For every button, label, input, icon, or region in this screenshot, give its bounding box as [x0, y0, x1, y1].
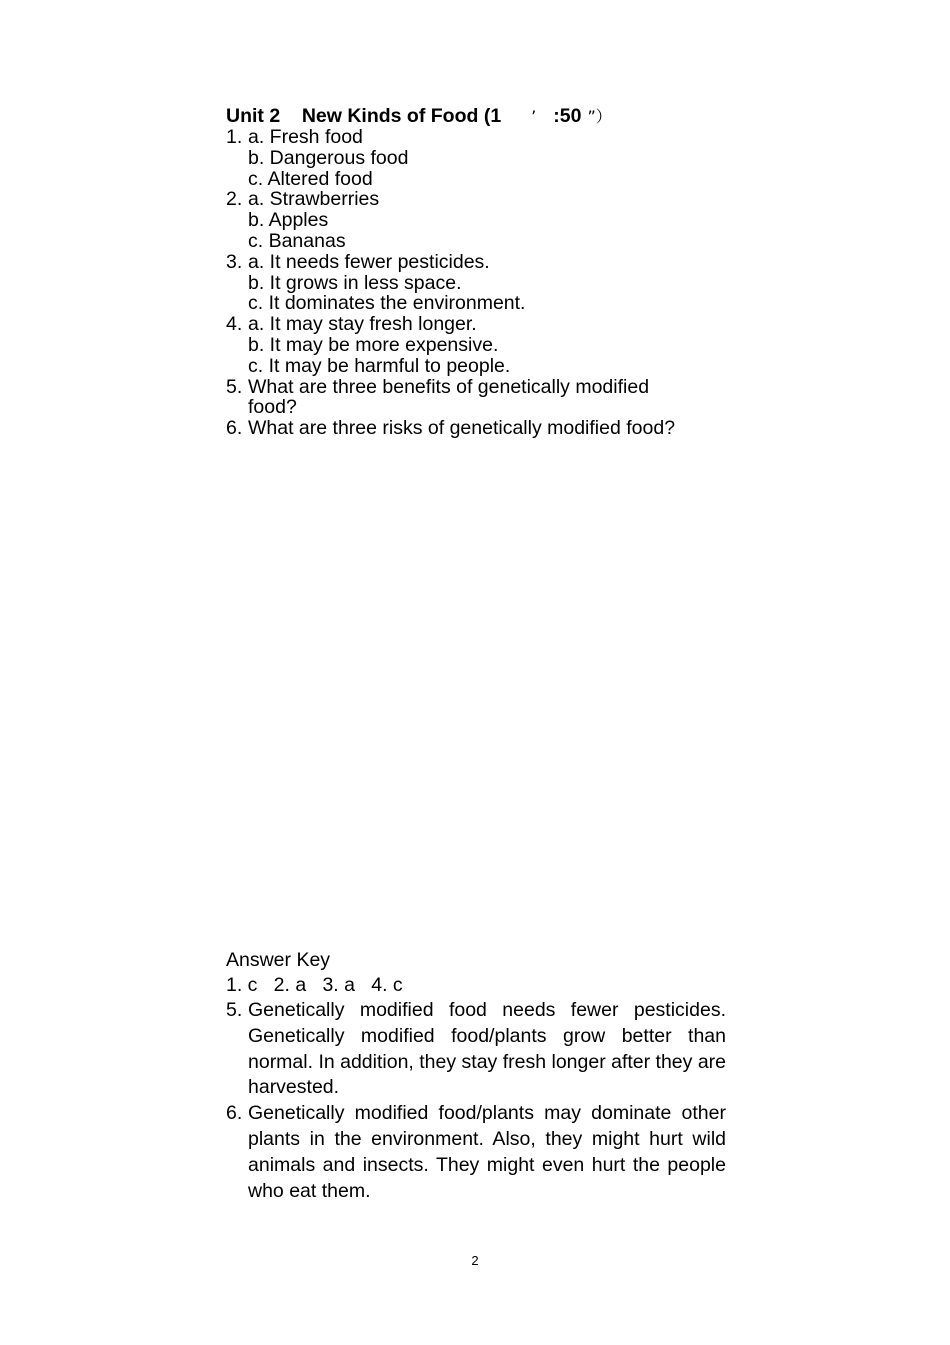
question-option: a. It needs fewer pesticides. — [248, 250, 490, 273]
question-item — [226, 127, 746, 189]
question-number: 4. — [226, 313, 243, 336]
question-number: 1. — [226, 126, 243, 148]
question-number: 5. — [226, 375, 243, 398]
answer-key-short-answers: 1. c 2. a 3. a 4. c — [226, 974, 403, 996]
question-list — [226, 127, 746, 439]
answer-number: 5. — [226, 999, 243, 1021]
question-text: What are three risks of genetically modified food? — [248, 417, 676, 440]
title-apostrophe: ’ — [531, 107, 537, 126]
question-item — [226, 252, 746, 314]
answer-key-heading: Answer Key — [226, 949, 331, 971]
question-item — [226, 189, 746, 251]
question-item — [226, 377, 746, 419]
question-option: b. It grows in less space. — [248, 271, 462, 294]
question-option: c. It may be harmful to people. — [248, 354, 511, 377]
title-time: :50 — [553, 105, 582, 127]
answer-text: Genetically modified food needs fewer pesticides. Genetically modified food/plants grow better than normal. In addition, they stay fresh longer after they are harvested. — [248, 999, 727, 1099]
question-item — [226, 418, 746, 439]
title-closing-marks: ”） — [587, 107, 612, 126]
answer-number: 6. — [226, 1102, 243, 1125]
question-option: a. It may stay fresh longer. — [248, 313, 477, 336]
answer-item — [226, 998, 726, 1101]
question-number: 3. — [226, 250, 243, 273]
answer-text: Genetically modified food/plants may dominate other plants in the environment. Also, they might hurt wild animals and insects. They might even hurt the people who eat them. — [248, 1102, 726, 1202]
question-number: 2. — [226, 188, 243, 211]
question-number: 6. — [226, 417, 243, 440]
question-option: c. Altered food — [248, 167, 373, 190]
unit-title-text: Unit 2 New Kinds of Food (1 — [226, 105, 502, 127]
answer-item — [226, 1101, 726, 1204]
question-option: a. Strawberries — [248, 188, 380, 211]
question-option: a. Fresh food — [248, 126, 363, 148]
question-option: c. Bananas — [248, 229, 346, 252]
question-text: What are three benefits of genetically modified food? — [248, 375, 650, 419]
question-item — [226, 314, 746, 376]
page-number: 2 — [471, 1253, 479, 1268]
question-option: b. It may be more expensive. — [248, 333, 499, 356]
answer-key — [226, 949, 726, 1204]
question-option: b. Apples — [248, 209, 329, 232]
question-option: b. Dangerous food — [248, 146, 409, 169]
question-option: c. It dominates the environment. — [248, 292, 526, 315]
